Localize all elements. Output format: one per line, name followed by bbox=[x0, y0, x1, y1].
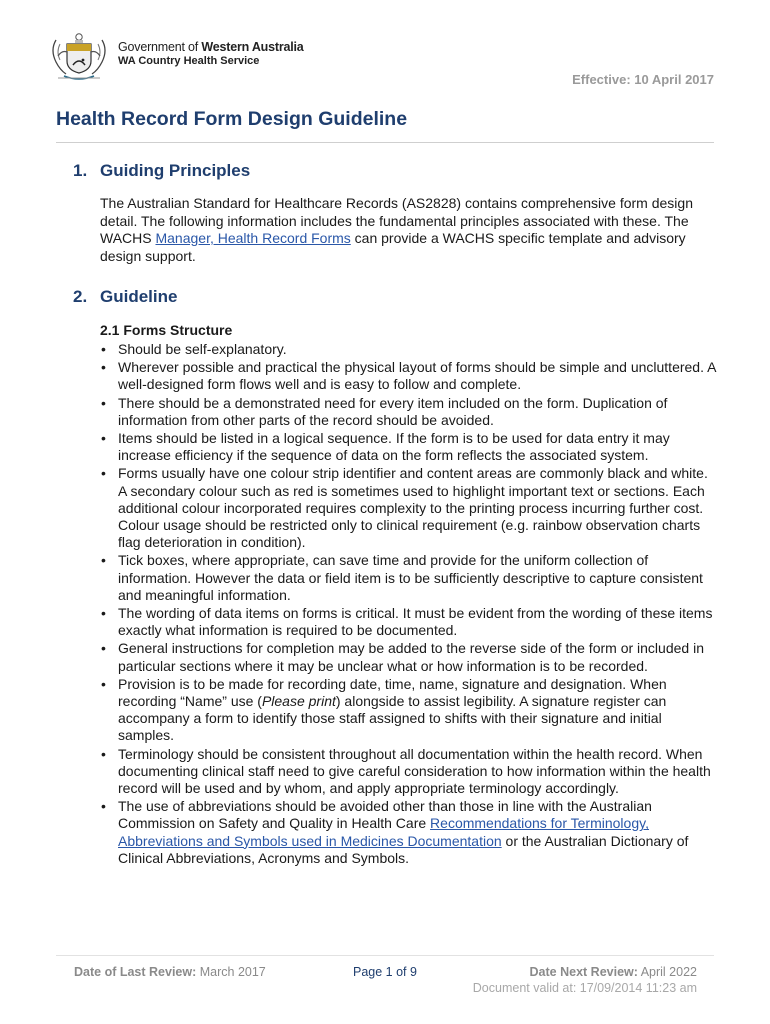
guiding-principles-paragraph bbox=[100, 195, 710, 265]
footer-divider bbox=[56, 955, 714, 956]
list-item: • Wherever possible and practical the physical layout of forms should be simple and uncluttered. A well-designed form flows well and is easy to follow and complete. bbox=[100, 359, 716, 393]
last-review-value: March 2017 bbox=[199, 965, 266, 979]
manager-health-record-forms-link[interactable]: Manager, Health Record Forms bbox=[155, 230, 351, 246]
list-item: • Forms usually have one colour strip identifier and content areas are commonly black and white. A secondary colour such as red is sometimes used to highlight important text or sections. Each additional colour incorporated requires complexity to the printing process incurring further cost. Colour usage should be restricted only to clinical requirement (e.g. rainbow observation charts flag deterioration in condition). bbox=[100, 465, 716, 551]
section-heading-guideline bbox=[56, 287, 716, 307]
list-item-text-end: ) alongside to assist legibility. A signature register can accompany a form to identify those staff assigned to shifts with their signature and initial samples. bbox=[118, 693, 667, 744]
next-review-label: Date Next Review: bbox=[529, 965, 638, 979]
last-review-label: Date of Last Review: bbox=[74, 965, 197, 979]
list-item-text: Provision is to be made for recording date, time, name, signature and designation. When recording “Name” use ( bbox=[118, 675, 667, 710]
effective-date: Effective: 10 April 2017 bbox=[572, 72, 714, 87]
subsection-heading-forms-structure: 2.1 Forms Structure bbox=[100, 322, 233, 338]
forms-structure-list bbox=[100, 341, 716, 867]
next-review-date bbox=[530, 965, 697, 979]
title-divider bbox=[56, 142, 714, 143]
document-valid-date: Document valid at: 17/09/2014 11:23 am bbox=[472, 981, 697, 995]
coat-of-arms-icon bbox=[46, 32, 112, 82]
government-name bbox=[118, 40, 304, 54]
header-logo bbox=[46, 32, 316, 84]
list-item bbox=[100, 676, 716, 745]
page-number: Page 1 of 9 bbox=[353, 965, 417, 979]
section-heading-guiding-principles bbox=[56, 161, 716, 181]
section-title: Guideline bbox=[100, 287, 178, 306]
last-review-date bbox=[74, 965, 266, 979]
list-item: • Items should be listed in a logical sequence. If the form is to be used for data entry it may increase efficiency if the sequence of data on the form reflects the associated system. bbox=[100, 430, 716, 464]
list-item-emphasis: Please print bbox=[261, 693, 336, 710]
section-title: Guiding Principles bbox=[100, 161, 251, 180]
section-number: 1. bbox=[73, 161, 88, 180]
government-state: Western Australia bbox=[201, 40, 304, 54]
list-item-text-end: or the Australian Dictionary of Clinical Abbreviations, Acronyms and Symbols. bbox=[118, 832, 689, 866]
list-item bbox=[100, 798, 716, 867]
page-title: Health Record Form Design Guideline bbox=[56, 108, 408, 130]
next-review-value: April 2022 bbox=[640, 965, 697, 979]
recommendations-terminology-link[interactable]: Recommendations for Terminology, Abbreviations and Symbols used in Medicines Documentation bbox=[118, 815, 649, 849]
list-item: • Tick boxes, where appropriate, can save time and provide for the uniform collection of information. However the data or field item is to be sufficiently descriptive to capture consistent and meaningful information. bbox=[100, 552, 716, 604]
list-item: • Should be self-explanatory. bbox=[100, 341, 716, 358]
list-item: • General instructions for completion may be added to the reverse side of the form or included in particular sections where it may be unclear what or how information is to be recorded. bbox=[100, 640, 716, 674]
list-item: • There should be a demonstrated need for every item included on the form. Duplication of information from other parts of the record should be avoided. bbox=[100, 395, 716, 429]
list-item-text: The use of abbreviations should be avoided other than those in line with the Australian Commission on Safety and Quality in Health Care bbox=[118, 798, 652, 832]
service-name: WA Country Health Service bbox=[118, 55, 260, 67]
paragraph-text: The Australian Standard for Healthcare Records (AS2828) contains comprehensive form design detail. The following information includes the fundamental principles associated with these. The WACHS bbox=[100, 195, 693, 246]
government-prefix: Government of bbox=[118, 40, 202, 54]
list-item: • The wording of data items on forms is critical. It must be evident from the wording of these items exactly what information is required to be documented. bbox=[100, 605, 716, 639]
section-number: 2. bbox=[73, 287, 88, 306]
paragraph-text-end: can provide a WACHS specific template and advisory design support. bbox=[100, 230, 686, 264]
document-body bbox=[56, 161, 716, 868]
list-item: • Terminology should be consistent throughout all documentation within the health record. When documenting clinical staff need to give careful consideration to how information within the health record will be used and by whom, and apply appropriate terminology accordingly. bbox=[100, 746, 716, 798]
